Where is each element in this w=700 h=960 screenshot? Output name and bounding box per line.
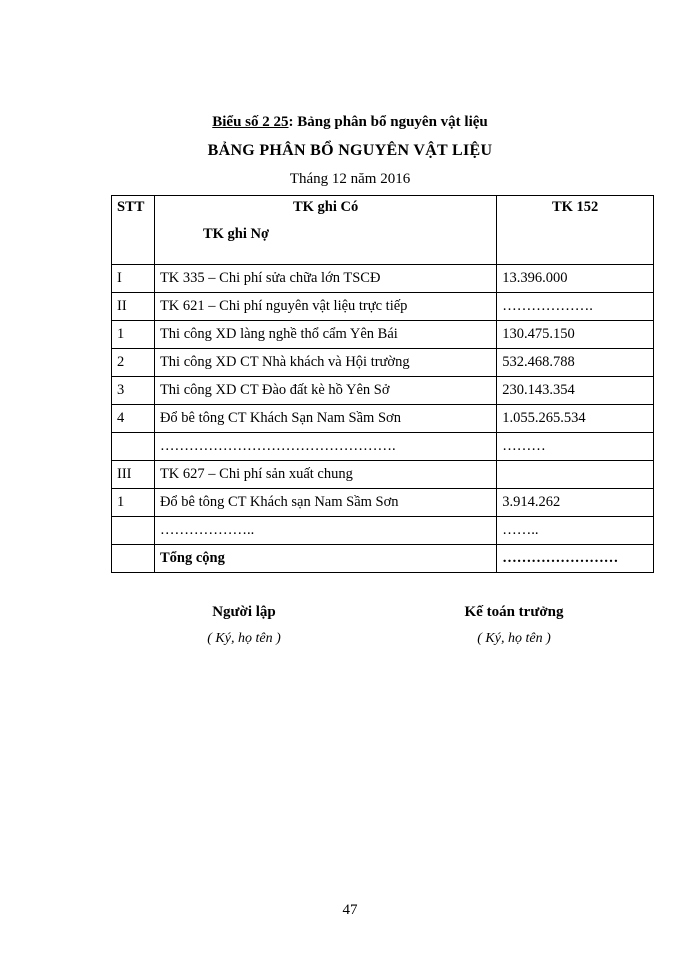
chief-accountant-role: Kế toán trưởng — [464, 604, 564, 620]
document-caption — [0, 114, 700, 131]
header-debit-account: TK ghi Nợ — [202, 226, 269, 242]
row-stt: 2 — [112, 349, 155, 377]
row-amount: ……… — [497, 433, 654, 461]
row-account-name: TK 335 – Chi phí sửa chữa lớn TSCĐ — [154, 265, 496, 293]
table-row — [112, 293, 654, 321]
row-account-name: ……………….. — [154, 517, 496, 545]
allocation-table — [111, 195, 654, 573]
row-stt — [112, 433, 155, 461]
row-amount — [497, 461, 654, 489]
row-amount: 3.914.262 — [497, 489, 654, 517]
page-number: 47 — [342, 902, 358, 918]
row-stt: 4 — [112, 405, 155, 433]
table-row — [112, 461, 654, 489]
row-account-name: TK 621 – Chi phí nguyên vật liệu trực tiếp — [154, 293, 496, 321]
row-account-name: Đổ bê tông CT Khách Sạn Nam Sầm Sơn — [154, 405, 496, 433]
caption-reference: Biểu số 2 25 — [212, 114, 289, 130]
chief-accountant-note: ( Ký, họ tên ) — [477, 631, 551, 646]
row-amount: 230.143.354 — [497, 377, 654, 405]
caption-text: : Bảng phân bổ nguyên vật liệu — [288, 114, 488, 130]
table-row — [112, 349, 654, 377]
header-credit-account: TK ghi Có — [292, 199, 359, 215]
header-tk152: TK 152 — [497, 196, 654, 265]
table-row — [112, 405, 654, 433]
row-account-name: Thi công XD CT Nhà khách và Hội trường — [154, 349, 496, 377]
signature-preparer — [144, 604, 344, 647]
row-amount: 1.055.265.534 — [497, 405, 654, 433]
document-subtitle: Tháng 12 năm 2016 — [289, 171, 411, 187]
preparer-note: ( Ký, họ tên ) — [207, 631, 281, 646]
row-stt: 1 — [112, 321, 155, 349]
table-row — [112, 517, 654, 545]
row-stt: III — [112, 461, 155, 489]
table-row — [112, 265, 654, 293]
row-amount: ………………. — [497, 293, 654, 321]
table-row — [112, 545, 654, 573]
row-amount: …….. — [497, 517, 654, 545]
row-account-name: Thi công XD CT Đào đất kè hồ Yên Sở — [154, 377, 496, 405]
row-account-name: …………………………………………. — [154, 433, 496, 461]
row-amount: 532.468.788 — [497, 349, 654, 377]
row-stt: I — [112, 265, 155, 293]
row-amount: …………………… — [497, 545, 654, 573]
table-row — [112, 377, 654, 405]
row-amount: 13.396.000 — [497, 265, 654, 293]
table-header-row — [112, 196, 654, 265]
row-stt: II — [112, 293, 155, 321]
preparer-role: Người lập — [212, 604, 276, 620]
signature-chief-accountant — [414, 604, 614, 647]
row-stt: 1 — [112, 489, 155, 517]
table-body — [112, 265, 654, 573]
row-account-name: Tổng cộng — [154, 545, 496, 573]
table-row — [112, 321, 654, 349]
row-stt: 3 — [112, 377, 155, 405]
header-stt: STT — [112, 196, 155, 265]
table-row — [112, 433, 654, 461]
row-account-name: TK 627 – Chi phí sản xuất chung — [154, 461, 496, 489]
row-amount: 130.475.150 — [497, 321, 654, 349]
row-stt — [112, 545, 155, 573]
document-title: BẢNG PHÂN BỔ NGUYÊN VẬT LIỆU — [207, 142, 493, 159]
row-account-name: Thi công XD làng nghề thổ cẩm Yên Bái — [154, 321, 496, 349]
table-row — [112, 489, 654, 517]
row-account-name: Đổ bê tông CT Khách sạn Nam Sầm Sơn — [154, 489, 496, 517]
header-account-cell — [154, 196, 496, 265]
row-stt — [112, 517, 155, 545]
